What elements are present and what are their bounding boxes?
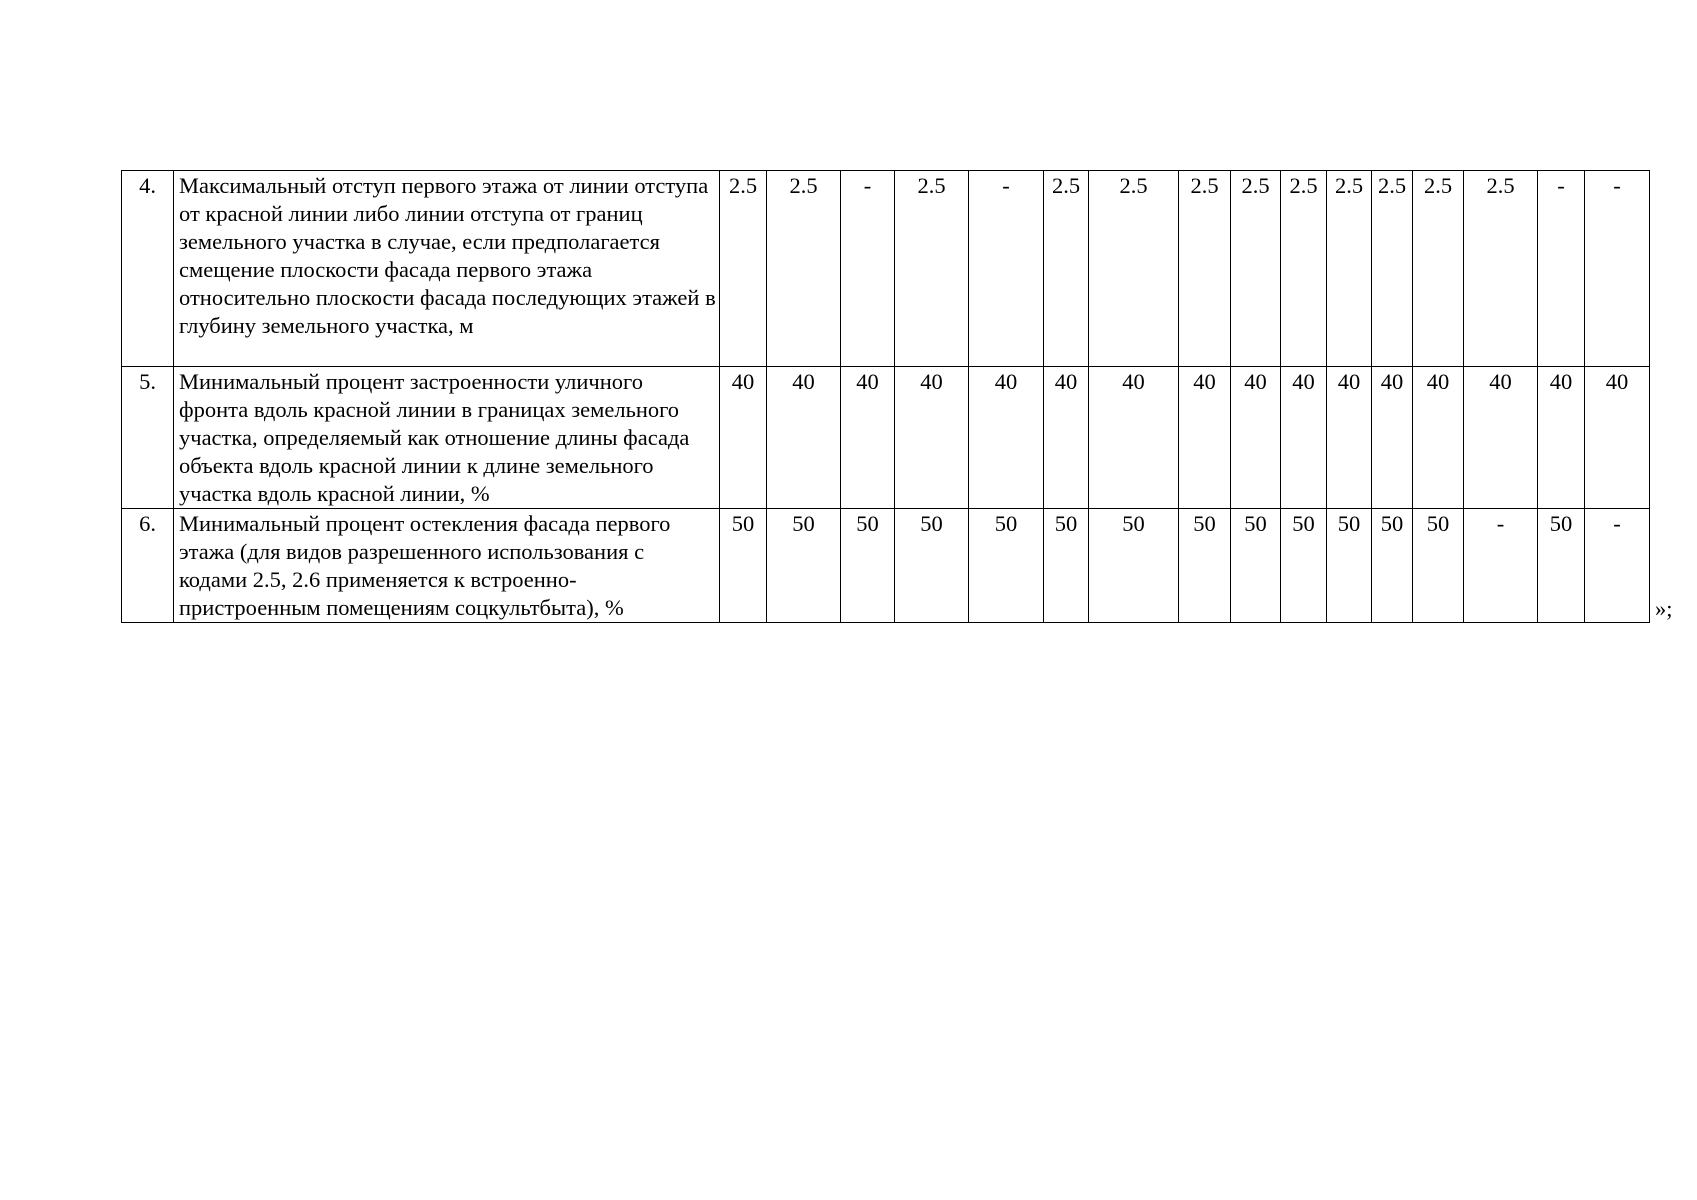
row-number: 5. (122, 367, 174, 509)
row-description: Минимальный процент остекления фасада первого этажа (для видов разрешенного использования с кодами 2.5, 2.6 применяется к встроенно-пристроенным помещениям соцкультбыта), % (174, 509, 720, 623)
value-cell: 40 (720, 367, 767, 509)
value-cell: 2.5 (720, 171, 767, 367)
value-cell: 2.5 (1231, 171, 1281, 367)
value-cell: 2.5 (767, 171, 841, 367)
value-cell: 40 (1413, 367, 1464, 509)
row-number: 6. (122, 509, 174, 623)
value-cell: 40 (841, 367, 895, 509)
value-cell: 40 (969, 367, 1044, 509)
value-cell: 50 (1327, 509, 1372, 623)
value-cell: 40 (1464, 367, 1538, 509)
value-cell: - (1585, 171, 1650, 367)
value-cell: 50 (1372, 509, 1413, 623)
value-cell: - (841, 171, 895, 367)
row-number: 4. (122, 171, 174, 367)
value-cell: 40 (1585, 367, 1650, 509)
table-row (122, 367, 1650, 509)
value-cell: 2.5 (1413, 171, 1464, 367)
value-cell: 2.5 (895, 171, 969, 367)
value-cell: 2.5 (1044, 171, 1089, 367)
value-cell: 40 (1372, 367, 1413, 509)
table-row (122, 509, 1650, 623)
value-cell: 50 (1413, 509, 1464, 623)
value-cell: 40 (1281, 367, 1327, 509)
value-cell: 2.5 (1464, 171, 1538, 367)
value-cell: 2.5 (1089, 171, 1179, 367)
value-cell: 50 (841, 509, 895, 623)
table-row (122, 171, 1650, 367)
value-cell: 50 (895, 509, 969, 623)
value-cell: - (1538, 171, 1585, 367)
value-cell: 2.5 (1372, 171, 1413, 367)
value-cell: 50 (1538, 509, 1585, 623)
regulations-table (121, 170, 1650, 623)
value-cell: 40 (767, 367, 841, 509)
row-description: Максимальный отступ первого этажа от линии отступа от красной линии либо линии отступа от границ земельного участка в случае, если предполагается смещение плоскости фасада первого этажа относительно плоскости фасада последующих этажей в глубину земельного участка, м (174, 171, 720, 367)
value-cell: 2.5 (1179, 171, 1231, 367)
value-cell: 40 (1538, 367, 1585, 509)
value-cell: 50 (1089, 509, 1179, 623)
value-cell: 40 (895, 367, 969, 509)
closing-quote-mark: »; (1655, 596, 1673, 621)
value-cell: 40 (1231, 367, 1281, 509)
value-cell: 40 (1089, 367, 1179, 509)
table-body (122, 171, 1650, 623)
value-cell: 50 (1044, 509, 1089, 623)
value-cell: 40 (1044, 367, 1089, 509)
value-cell: - (969, 171, 1044, 367)
value-cell: 50 (969, 509, 1044, 623)
value-cell: 50 (767, 509, 841, 623)
row-description: Минимальный процент застроенности уличного фронта вдоль красной линии в границах земельного участка, определяемый как отношение длины фасада объекта вдоль красной линии к длине земельного участка вдоль красной линии, % (174, 367, 720, 509)
value-cell: 50 (1281, 509, 1327, 623)
value-cell: 40 (1327, 367, 1372, 509)
value-cell: 50 (1179, 509, 1231, 623)
value-cell: 2.5 (1281, 171, 1327, 367)
value-cell: - (1585, 509, 1650, 623)
value-cell: 2.5 (1327, 171, 1372, 367)
value-cell: 50 (1231, 509, 1281, 623)
value-cell: 40 (1179, 367, 1231, 509)
value-cell: 50 (720, 509, 767, 623)
value-cell: - (1464, 509, 1538, 623)
